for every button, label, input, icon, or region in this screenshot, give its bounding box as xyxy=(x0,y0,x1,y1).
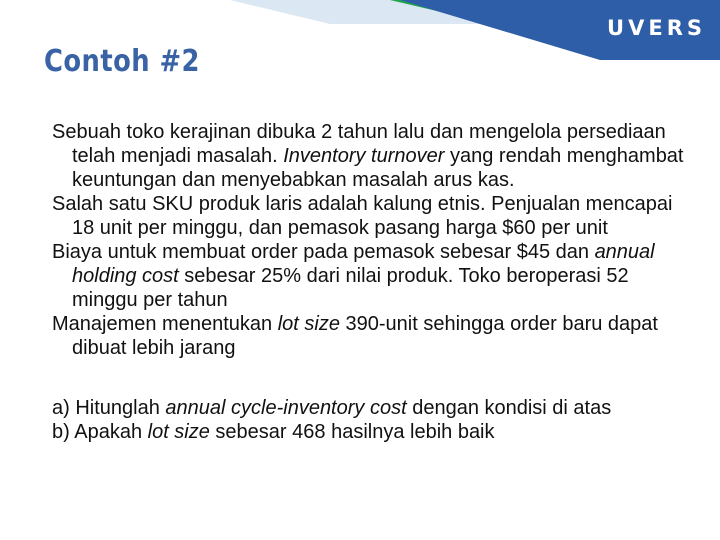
text-run: Salah satu SKU produk laris adalah kalung etnis. Penjualan mencapai 18 unit per minggu, dan pemasok pasang harga $60 per unit xyxy=(52,193,673,239)
italic-term: annual holding cost xyxy=(72,241,655,287)
text-run: 390-unit sehingga order baru dapat dibuat lebih jarang xyxy=(72,313,658,359)
problem-paragraph xyxy=(52,312,692,360)
text-run: a) Hitunglah xyxy=(52,397,166,419)
problem-paragraph xyxy=(52,192,692,240)
question-list xyxy=(52,396,692,444)
text-run: Manajemen menentukan xyxy=(52,313,278,335)
question-item xyxy=(52,420,692,444)
italic-term: lot size xyxy=(147,421,210,443)
text-run: yang rendah menghambat keuntungan dan menyebabkan masalah arus kas. xyxy=(72,145,684,191)
text-run: sebesar 468 hasilnya lebih baik xyxy=(209,421,495,443)
uvers-logo: UVERS xyxy=(607,16,706,40)
text-run: Biaya untuk membuat order pada pemasok sebesar $45 dan xyxy=(52,241,595,263)
italic-term: annual cycle-inventory cost xyxy=(165,397,407,419)
question-item xyxy=(52,396,692,420)
problem-paragraphs xyxy=(52,120,692,360)
text-run: dengan kondisi di atas xyxy=(406,397,612,419)
text-run: Sebuah toko kerajinan dibuka 2 tahun lalu dan mengelola persediaan telah menjadi masalah. xyxy=(52,121,666,167)
italic-term: lot size xyxy=(277,313,340,335)
italic-term: Inventory turnover xyxy=(283,145,445,167)
text-run: sebesar 25% dari nilai produk. Toko beroperasi 52 minggu per tahun xyxy=(72,265,629,311)
slide-body xyxy=(52,120,692,444)
text-run: b) Apakah xyxy=(52,421,148,443)
problem-paragraph xyxy=(52,120,692,192)
problem-paragraph xyxy=(52,240,692,312)
slide-title: Contoh #2 xyxy=(44,44,200,79)
